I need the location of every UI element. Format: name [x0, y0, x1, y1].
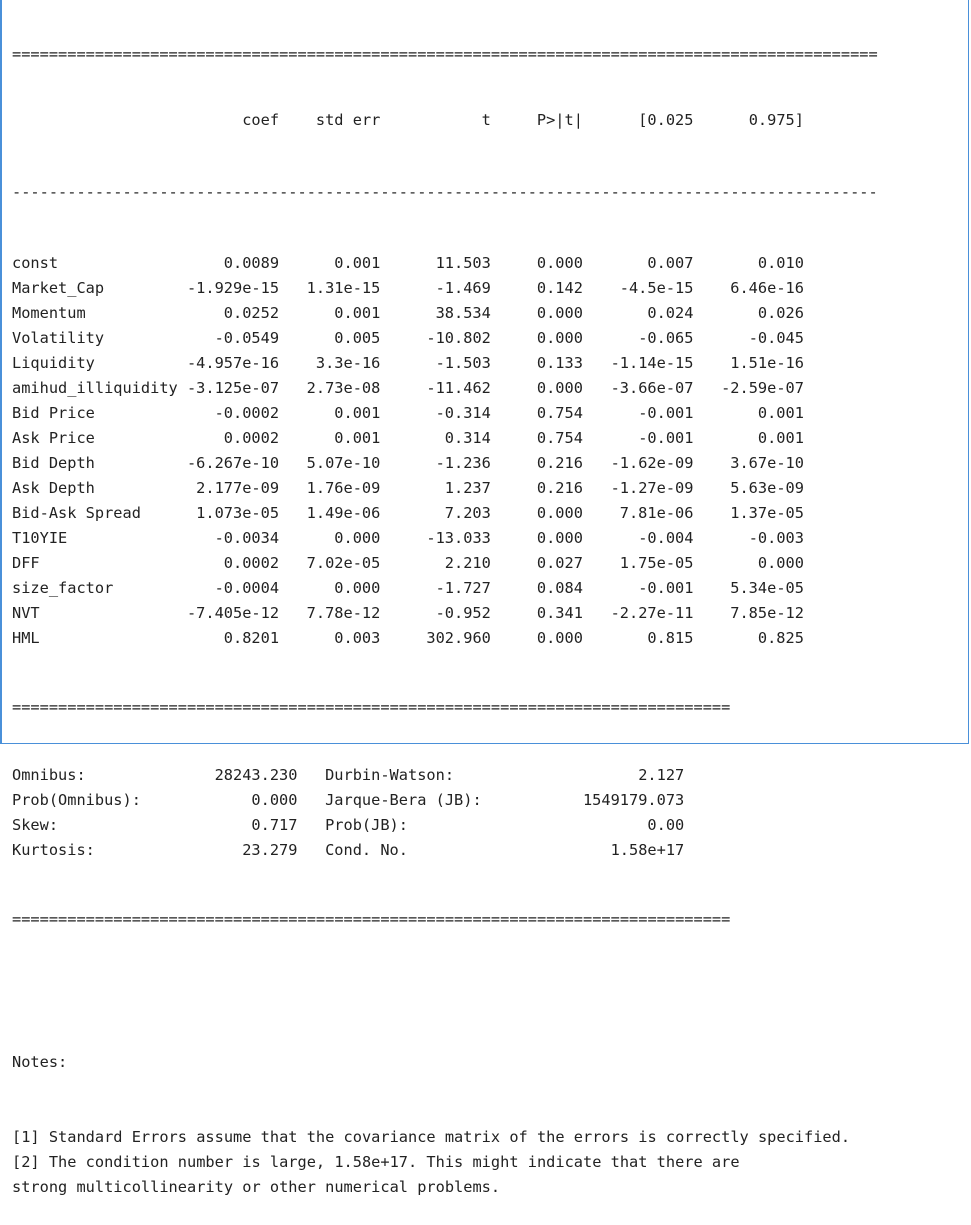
table-cell: 38.534 — [435, 304, 491, 322]
table-cell: 0.000 — [334, 579, 381, 597]
table-row — [12, 576, 878, 601]
table-cell: -2.27e-11 — [610, 604, 694, 622]
table-cell: 0.000 — [536, 529, 583, 547]
table-cell: 0.000 — [536, 254, 583, 272]
table-cell: -1.503 — [435, 354, 491, 372]
table-cell: -1.929e-15 — [186, 279, 280, 297]
table-cell: 0.216 — [536, 454, 583, 472]
diagnostic-label: Prob(Omnibus): — [12, 791, 141, 809]
table-cell: 0.007 — [647, 254, 694, 272]
separator-top: ============================================================================================== — [12, 48, 878, 58]
table-cell: 0.001 — [334, 304, 381, 322]
coef-table-body — [12, 251, 878, 651]
row-label: size_factor — [12, 579, 114, 597]
table-cell: 0.0089 — [223, 254, 280, 272]
table-cell: 0.005 — [334, 329, 381, 347]
table-cell: 2.73e-08 — [306, 379, 381, 397]
table-cell: 0.0252 — [223, 304, 280, 322]
table-row — [12, 376, 878, 401]
column-header: coef — [242, 111, 280, 129]
table-cell: 1.237 — [444, 479, 491, 497]
diagnostic-value: 0.000 — [251, 791, 298, 809]
table-cell: 6.46e-16 — [730, 279, 804, 297]
table-cell: 0.314 — [444, 429, 491, 447]
table-row — [12, 601, 878, 626]
table-cell: 3.3e-16 — [315, 354, 381, 372]
table-cell: -0.004 — [638, 529, 694, 547]
table-cell: 0.341 — [536, 604, 583, 622]
table-cell: 0.001 — [757, 429, 804, 447]
table-cell: 3.67e-10 — [730, 454, 804, 472]
table-cell: -10.802 — [426, 329, 491, 347]
table-cell: -0.0004 — [214, 579, 280, 597]
table-row — [12, 301, 878, 326]
table-cell: 0.001 — [334, 429, 381, 447]
table-cell: 7.203 — [444, 504, 491, 522]
table-cell: 0.8201 — [223, 629, 280, 647]
table-cell: 0.001 — [757, 404, 804, 422]
table-cell: -1.727 — [435, 579, 491, 597]
row-label: T10YIE — [12, 529, 68, 547]
row-label: amihud_illiquidity — [12, 379, 178, 397]
diagnostic-label: Jarque-Bera (JB): — [325, 791, 482, 809]
row-label: Market_Cap — [12, 279, 105, 297]
table-cell: 0.142 — [536, 279, 583, 297]
table-row — [12, 276, 878, 301]
diagnostics-table — [12, 763, 878, 863]
table-cell: -3.125e-07 — [186, 379, 280, 397]
table-cell: -0.001 — [638, 429, 694, 447]
diagnostic-label: Cond. No. — [325, 841, 408, 859]
table-cell: 0.026 — [757, 304, 804, 322]
table-cell: 5.34e-05 — [730, 579, 804, 597]
row-label: NVT — [12, 604, 40, 622]
row-label: Liquidity — [12, 354, 95, 372]
table-cell: 0.0002 — [223, 554, 280, 572]
diagnostic-value: 23.279 — [242, 841, 298, 859]
separator-bottom: ============================================================================== — [12, 913, 731, 925]
table-cell: -0.0034 — [214, 529, 280, 547]
table-row — [12, 526, 878, 551]
table-row — [12, 426, 878, 451]
row-label: DFF — [12, 554, 40, 572]
table-cell: -0.001 — [638, 404, 694, 422]
table-cell: -1.27e-09 — [610, 479, 694, 497]
table-cell: 1.51e-16 — [730, 354, 804, 372]
separator-dash: ---------------------------------------------------------------------------------------------- — [12, 183, 878, 201]
table-cell: -0.003 — [748, 529, 804, 547]
table-cell: 5.63e-09 — [730, 479, 804, 497]
separator-mid: ============================================================================== — [12, 701, 731, 713]
table-cell: -4.5e-15 — [619, 279, 694, 297]
table-cell: 0.084 — [536, 579, 583, 597]
diagnostic-value: 0.717 — [251, 816, 298, 834]
table-cell: -1.236 — [435, 454, 491, 472]
table-cell: 2.177e-09 — [196, 479, 280, 497]
table-cell: 0.001 — [334, 404, 381, 422]
diagnostic-row — [12, 813, 878, 838]
table-cell: 0.003 — [334, 629, 381, 647]
table-cell: 0.000 — [536, 379, 583, 397]
table-cell: -0.952 — [435, 604, 491, 622]
row-label: Momentum — [12, 304, 86, 322]
table-cell: 0.024 — [647, 304, 694, 322]
table-row — [12, 551, 878, 576]
note-line: [2] The condition number is large, 1.58e+17. This might indicate that there are — [12, 1153, 740, 1171]
column-header: t — [481, 111, 491, 129]
table-row — [12, 251, 878, 276]
coef-table-header — [12, 108, 878, 133]
table-cell: 0.000 — [536, 304, 583, 322]
table-cell: -11.462 — [426, 379, 491, 397]
table-cell: -0.314 — [435, 404, 491, 422]
note-line: [1] Standard Errors assume that the covariance matrix of the errors is correctly specified. — [12, 1128, 851, 1146]
table-cell: -0.0549 — [214, 329, 280, 347]
table-cell: 1.76e-09 — [306, 479, 381, 497]
diagnostic-value: 2.127 — [638, 766, 685, 784]
table-cell: 7.78e-12 — [306, 604, 381, 622]
table-cell: 1.31e-15 — [306, 279, 381, 297]
regression-summary-output — [12, 0, 878, 1225]
table-cell: 0.825 — [757, 629, 804, 647]
diagnostic-value: 1.58e+17 — [610, 841, 685, 859]
table-cell: -0.065 — [638, 329, 694, 347]
table-row — [12, 451, 878, 476]
diagnostic-row — [12, 763, 878, 788]
notes-list — [12, 1125, 878, 1200]
table-cell: 7.85e-12 — [730, 604, 804, 622]
table-cell: 2.210 — [444, 554, 491, 572]
diagnostic-label: Kurtosis: — [12, 841, 95, 859]
table-cell: -4.957e-16 — [186, 354, 280, 372]
diagnostic-label: Skew: — [12, 816, 59, 834]
table-row — [12, 626, 878, 651]
table-cell: -1.62e-09 — [610, 454, 694, 472]
row-label: Ask Price — [12, 429, 95, 447]
table-row — [12, 326, 878, 351]
table-cell: -1.469 — [435, 279, 491, 297]
diagnostic-label: Durbin-Watson: — [325, 766, 455, 784]
row-label: Ask Depth — [12, 479, 95, 497]
row-label: const — [12, 254, 59, 272]
diagnostic-value: 0.00 — [647, 816, 685, 834]
column-header: P>|t| — [536, 111, 583, 129]
table-cell: 0.216 — [536, 479, 583, 497]
table-cell: 0.133 — [536, 354, 583, 372]
table-cell: -2.59e-07 — [721, 379, 804, 397]
diagnostic-value: 1549179.073 — [582, 791, 685, 809]
table-cell: 1.49e-06 — [306, 504, 381, 522]
table-cell: -0.045 — [748, 329, 804, 347]
column-header: [0.025 — [638, 111, 694, 129]
table-cell: -1.14e-15 — [610, 354, 694, 372]
table-cell: 0.815 — [647, 629, 694, 647]
spacer — [12, 975, 878, 1000]
column-header: std err — [315, 111, 381, 129]
table-cell: -0.001 — [638, 579, 694, 597]
diagnostic-row — [12, 838, 878, 863]
table-cell: 0.010 — [757, 254, 804, 272]
row-label: HML — [12, 629, 40, 647]
table-cell: 0.001 — [334, 254, 381, 272]
table-cell: 0.000 — [536, 629, 583, 647]
table-cell: 0.000 — [334, 529, 381, 547]
table-cell: 1.073e-05 — [196, 504, 280, 522]
table-row — [12, 501, 878, 526]
row-label: Bid Price — [12, 404, 95, 422]
row-label: Bid Depth — [12, 454, 95, 472]
table-cell: 11.503 — [435, 254, 491, 272]
table-cell: 7.02e-05 — [306, 554, 381, 572]
row-label: Bid-Ask Spread — [12, 504, 141, 522]
table-cell: -13.033 — [426, 529, 491, 547]
diagnostic-value: 28243.230 — [214, 766, 298, 784]
table-cell: -0.0002 — [214, 404, 280, 422]
table-cell: 1.75e-05 — [619, 554, 694, 572]
table-cell: 0.754 — [536, 404, 583, 422]
table-cell: 0.0002 — [223, 429, 280, 447]
row-label: Volatility — [12, 329, 105, 347]
diagnostic-label: Omnibus: — [12, 766, 86, 784]
table-cell: 5.07e-10 — [306, 454, 381, 472]
table-cell: 0.000 — [757, 554, 804, 572]
table-cell: 1.37e-05 — [730, 504, 804, 522]
table-cell: -3.66e-07 — [610, 379, 694, 397]
table-cell: 302.960 — [426, 629, 491, 647]
table-cell: 7.81e-06 — [619, 504, 694, 522]
table-cell: 0.027 — [536, 554, 583, 572]
table-cell: 0.000 — [536, 504, 583, 522]
note-line: strong multicollinearity or other numerical problems. — [12, 1178, 501, 1196]
diagnostic-row — [12, 788, 878, 813]
column-header: 0.975] — [748, 111, 804, 129]
notes-heading: Notes: — [12, 1053, 68, 1071]
table-row — [12, 476, 878, 501]
table-cell: 0.754 — [536, 429, 583, 447]
table-row — [12, 401, 878, 426]
table-cell: -7.405e-12 — [186, 604, 280, 622]
table-cell: -6.267e-10 — [186, 454, 280, 472]
diagnostic-label: Prob(JB): — [325, 816, 408, 834]
table-cell: 0.000 — [536, 329, 583, 347]
table-row — [12, 351, 878, 376]
